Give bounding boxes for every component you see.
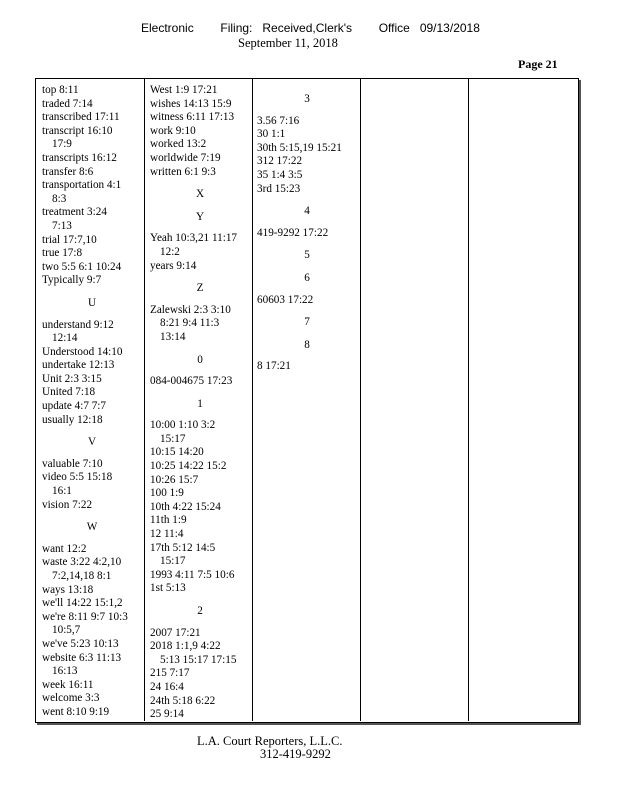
index-entry-continuation: 7:2,14,18 8:1 xyxy=(52,570,112,582)
index-entry: 100 1:9 xyxy=(150,487,184,500)
index-section-heading: X xyxy=(195,188,205,201)
index-entry: 11th 1:9 xyxy=(150,514,187,527)
index-entry: 12 11:4 xyxy=(150,528,184,541)
index-entry-continuation: 15:17 xyxy=(160,432,186,445)
index-entry-continuation: 12:2 xyxy=(160,245,180,258)
index-entry: 30 1:1 xyxy=(257,128,286,141)
index-entry: transfer 8:6 xyxy=(42,165,94,178)
index-entry: transcripts 16:12 xyxy=(42,151,117,164)
index-entry: 419-9292 17:22 xyxy=(257,226,329,239)
index-entry: 3rd 15:23 xyxy=(257,182,301,195)
index-entry: treatment 3:24 xyxy=(42,206,107,219)
index-section-heading: 5 xyxy=(304,249,310,262)
index-entry: vision 7:22 xyxy=(42,498,93,511)
index-entry-continuation: 8:3 xyxy=(52,192,67,205)
index-entry: want 12:2 xyxy=(42,542,87,555)
index-entry: 25 9:14 xyxy=(150,708,184,721)
index-entry: Yeah 10:3,21 11:17 xyxy=(150,232,238,245)
index-section-heading: U xyxy=(87,296,97,309)
index-entry: 60603 17:22 xyxy=(257,293,314,306)
index-entry: we'll 14:22 15:1,2 xyxy=(42,597,123,610)
index-entry-continuation: 15:17 xyxy=(160,555,186,568)
index-entry: 312 17:22 xyxy=(257,155,303,168)
index-entry: trial 17:7,10 xyxy=(42,233,97,246)
index-entry: 24th 5:18 6:22 xyxy=(150,694,216,707)
index-entry: Understood 14:10 xyxy=(42,345,123,358)
index-entry: top 8:11 xyxy=(42,84,79,96)
index-column-1 xyxy=(42,84,142,720)
efiling-header: Electronic Filing: Received,Clerk's Office 09/13/2018 xyxy=(141,21,480,35)
column-divider xyxy=(144,78,145,721)
index-entry: 1993 4:11 7:5 10:6 xyxy=(150,568,235,581)
index-entry-continuation: 5:13 15:17 17:15 xyxy=(160,653,237,666)
index-entry: 10:15 14:20 xyxy=(150,446,204,459)
index-entry: undertake 12:13 xyxy=(42,359,115,372)
index-entry: 30th 5:15,19 15:21 xyxy=(257,141,342,154)
column-divider xyxy=(468,78,469,721)
index-entry: transcript 16:10 xyxy=(42,124,113,137)
index-section-heading: 4 xyxy=(304,205,310,218)
index-section-heading: 7 xyxy=(304,316,310,329)
index-entry: written 6:1 9:3 xyxy=(150,165,216,178)
index-entry: 084-004675 17:23 xyxy=(150,375,233,388)
index-section-heading: 8 xyxy=(304,338,310,351)
index-entry: 24 16:4 xyxy=(150,680,184,693)
index-entry: 10th 4:22 15:24 xyxy=(150,500,221,513)
index-section-heading: 3 xyxy=(304,93,310,105)
column-divider xyxy=(252,78,253,721)
index-section-heading: Y xyxy=(195,210,205,223)
hearing-date: September 11, 2018 xyxy=(238,36,338,50)
index-entry: we've 5:23 10:13 xyxy=(42,637,119,650)
column-divider xyxy=(360,78,361,721)
index-section-heading: 0 xyxy=(197,353,203,366)
index-entry: valuable 7:10 xyxy=(42,457,103,470)
index-section-heading: 2 xyxy=(197,605,203,617)
index-entry: 35 1:4 3:5 xyxy=(257,168,303,181)
index-entry: two 5:5 6:1 10:24 xyxy=(42,260,122,273)
index-column-3 xyxy=(257,84,357,374)
index-entry: 17th 5:12 14:5 xyxy=(150,541,216,554)
index-entry: went 8:10 9:19 xyxy=(42,705,110,718)
index-entry: we're 8:11 9:7 10:3 xyxy=(42,610,128,623)
index-entry: transportation 4:1 xyxy=(42,179,122,192)
index-entry: true 17:8 xyxy=(42,247,83,260)
index-entry: welcome 3:3 xyxy=(42,692,100,705)
index-entry-continuation: 13:14 xyxy=(160,330,186,343)
index-entry: 10:26 15:7 xyxy=(150,473,199,486)
index-section-heading: W xyxy=(86,521,98,534)
index-entry: usually 12:18 xyxy=(42,413,103,426)
index-entry-continuation: 17:9 xyxy=(52,138,72,151)
index-entry: work 9:10 xyxy=(150,124,196,137)
index-entry: ways 13:18 xyxy=(42,583,94,596)
index-section-heading: V xyxy=(87,436,97,449)
index-entry: week 16:11 xyxy=(42,678,94,691)
index-entry-continuation: 16:13 xyxy=(52,665,78,678)
index-entry: 3.56 7:16 xyxy=(257,114,300,127)
index-entry: Typically 9:7 xyxy=(42,274,102,287)
index-entry: years 9:14 xyxy=(150,259,197,272)
page-number: Page 21 xyxy=(518,57,558,71)
index-entry: 8 17:21 xyxy=(257,360,291,373)
index-entry: website 6:3 11:13 xyxy=(42,651,122,664)
reporter-phone: 312-419-9292 xyxy=(260,747,331,761)
index-entry-continuation: 16:1 xyxy=(52,485,72,498)
index-entry: transcribed 17:11 xyxy=(42,111,120,124)
index-entry: 2007 17:21 xyxy=(150,626,201,639)
index-entry: 215 7:17 xyxy=(150,667,190,680)
index-entry: understand 9:12 xyxy=(42,318,114,331)
index-entry: Zalewski 2:3 3:10 xyxy=(150,303,231,316)
index-entry: wishes 14:13 15:9 xyxy=(150,97,232,110)
index-entry-continuation: 8:21 9:4 11:3 xyxy=(160,317,220,330)
index-entry: United 7:18 xyxy=(42,386,96,399)
index-entry-continuation: 7:13 xyxy=(52,219,72,232)
index-entry: 10:00 1:10 3:2 xyxy=(150,419,216,432)
index-entry: video 5:5 15:18 xyxy=(42,471,113,484)
index-entry-continuation: 12:14 xyxy=(52,332,78,345)
index-entry: 1st 5:13 xyxy=(150,582,186,595)
index-column-2 xyxy=(150,84,250,722)
index-entry-continuation: 10:5,7 xyxy=(52,624,81,637)
index-entry: traded 7:14 xyxy=(42,97,93,110)
index-entry: waste 3:22 4:2,10 xyxy=(42,556,122,569)
index-entry: 10:25 14:22 15:2 xyxy=(150,460,227,473)
index-entry: 2018 1:1,9 4:22 xyxy=(150,640,221,653)
index-entry: Unit 2:3 3:15 xyxy=(42,372,102,385)
index-section-heading: 1 xyxy=(197,397,203,410)
reporter-company: L.A. Court Reporters, L.L.C. xyxy=(197,734,343,748)
index-entry: update 4:7 7:7 xyxy=(42,400,107,413)
index-entry: witness 6:11 17:13 xyxy=(150,111,235,124)
index-entry: West 1:9 17:21 xyxy=(150,84,218,96)
index-entry: worked 13:2 xyxy=(150,138,207,151)
index-section-heading: 6 xyxy=(304,271,310,284)
index-section-heading: Z xyxy=(196,282,204,295)
index-entry: worldwide 7:19 xyxy=(150,151,221,164)
